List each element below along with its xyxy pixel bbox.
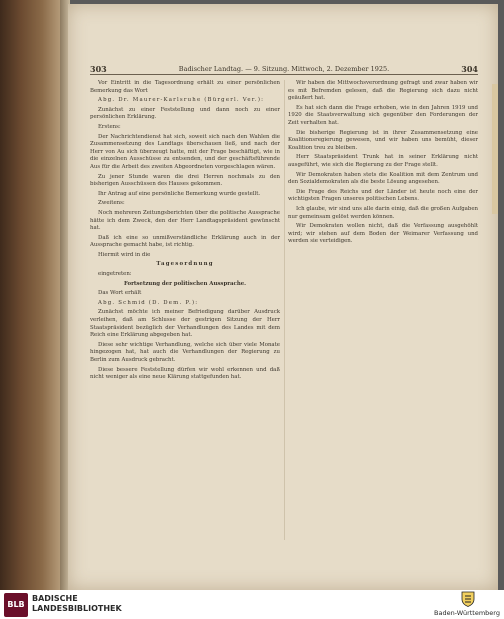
paragraph: Daß ich eine so unmißverständliche Erklärung auch in der Aussprache gemacht habe, ist richtig. [90, 234, 280, 249]
paragraph: Die bisherige Regierung ist in ihrer Zusammensetzung eine Koalitionsregierung gewesen, und wir haben uns bemüht, dieser Koalition treu zu bleiben. [288, 129, 478, 151]
paragraph: Zweitens: [98, 200, 125, 207]
agenda-item: Fortsetzung der politischen Aussprache. [123, 280, 247, 287]
paragraph: Ich glaube, wir sind uns alle darin einig, daß die großen Aufgaben nur gemeinsam gelöst werden können. [288, 205, 478, 220]
library-name-line1: BADISCHE [32, 594, 78, 603]
paragraph: Diese sehr wichtige Verhandlung, welche sich über viele Monate hingezogen hat, hat auch die Verhandlungen der Regierung zu Berlin zum Ausdruck gebracht. [90, 341, 280, 363]
paragraph: Die Frage des Reichs und der Länder ist heute noch eine der wichtigsten Fragen unseres politischen Lebens. [288, 188, 478, 203]
left-column [90, 80, 280, 542]
paragraph: Der Nachrichtendienst hat sich, soweit sich nach den Wahlen die Zusammensetzung des Landtags überschauen ließ, und nach der Herr von Au sich überzeugt hatte, mit der Frage beschäftigt, wie in die einzelnen Ausschüsse zu entsenden, und der geschäftsführende Aus für die Arbeit des zweiten Abgeordneten vorgeschlagen wären. [90, 133, 280, 170]
paragraph: Zunächst zu einer Feststellung und dann noch zu einer persönlichen Erklärung. [90, 106, 280, 121]
paragraph: Das Wort erhält [98, 290, 142, 297]
coat-of-arms-icon [460, 591, 476, 607]
paragraph: Herr Staatspräsident Trunk hat in seiner Erklärung nicht ausgeführt, wie sich die Regierung zu der Frage stellt. [288, 154, 478, 168]
paragraph: Wir Demokraten wollen nicht, daß die Verfassung ausgehöhlt wird; wir stehen auf dem Boden der Weimarer Verfassung und werden sie verteidigen. [288, 223, 478, 245]
paragraph: Zu jener Stunde waren die drei Herren nochmals zu den bisherigen Ausschüssen des Hauses gekommen. [90, 173, 280, 188]
right-column [288, 80, 478, 542]
header-rule [90, 74, 478, 75]
page-number-left: 303 [90, 64, 107, 74]
state-label: Baden-Württemberg [434, 609, 500, 617]
column-divider [284, 80, 285, 540]
library-name-line2: LANDESBIBLIOTHEK [32, 604, 122, 613]
page-number-right: 304 [461, 64, 478, 74]
page-header [90, 64, 478, 78]
paragraph: Ihr Antrag auf eine persönliche Bemerkung wurde gestellt. [98, 190, 261, 197]
book-spine [0, 0, 60, 590]
running-head: Badischer Landtag. — 9. Sitzung. Mittwoch, 2. Dezember 1925. [178, 65, 390, 73]
paragraph: Wir haben die Mittwochsverordnung gefragt und zwar haben wir es mit Befremden gelesen, daß die Regierung sich dazu nicht geäußert hat. [288, 80, 478, 102]
paragraph: Noch mehreren Zeitungsberichten über die politische Aussprache hätte ich dem Zweck, den der Herr Landtagspräsident gewünscht hat. [90, 209, 280, 232]
paragraph: Hiermit wird in die [98, 251, 151, 258]
speaker-line: Abg. Dr. Maurer-Karlsruhe (Bürgerl. Ver.): [98, 97, 265, 104]
footer-bar [0, 590, 504, 619]
page-tab [492, 84, 498, 214]
paragraph: Diese bessere Feststellung dürfen wir wohl erkennen und daß nicht weniger als eine neue Klärung stattgefunden hat. [90, 366, 280, 381]
speaker-line: Abg. Schmid (D. Dem. P.): [98, 299, 199, 306]
paragraph: Erstens: [98, 123, 121, 130]
paragraph: Es hat sich dann die Frage erhoben, wie in den Jahren 1919 und 1920 die Staatsverwaltung sich gegenüber den Forderungen der Zeit verhalten hat. [288, 104, 478, 126]
section-heading: Tagesordnung [156, 261, 214, 268]
paragraph: eingetreten: [98, 271, 132, 278]
paragraph: Vor Eintritt in die Tagesordnung erhält zu einer persönlichen Bemerkung das Wort [90, 80, 280, 94]
paragraph: Wir Demokraten haben stets die Koalition mit dem Zentrum und den Sozialdemokraten als die beste Lösung angesehen. [288, 171, 478, 186]
paragraph: Zunächst möchte ich meiner Befriedigung darüber Ausdruck verleihen, daß am Schlusse der gestrigen Sitzung der Herr Staatspräsident bezüglich der Verhandlungen des Landes mit dem Reich eine Erklärung abgegeben hat. [90, 309, 280, 339]
blb-logo: BLB [4, 593, 28, 617]
library-name [32, 594, 122, 614]
